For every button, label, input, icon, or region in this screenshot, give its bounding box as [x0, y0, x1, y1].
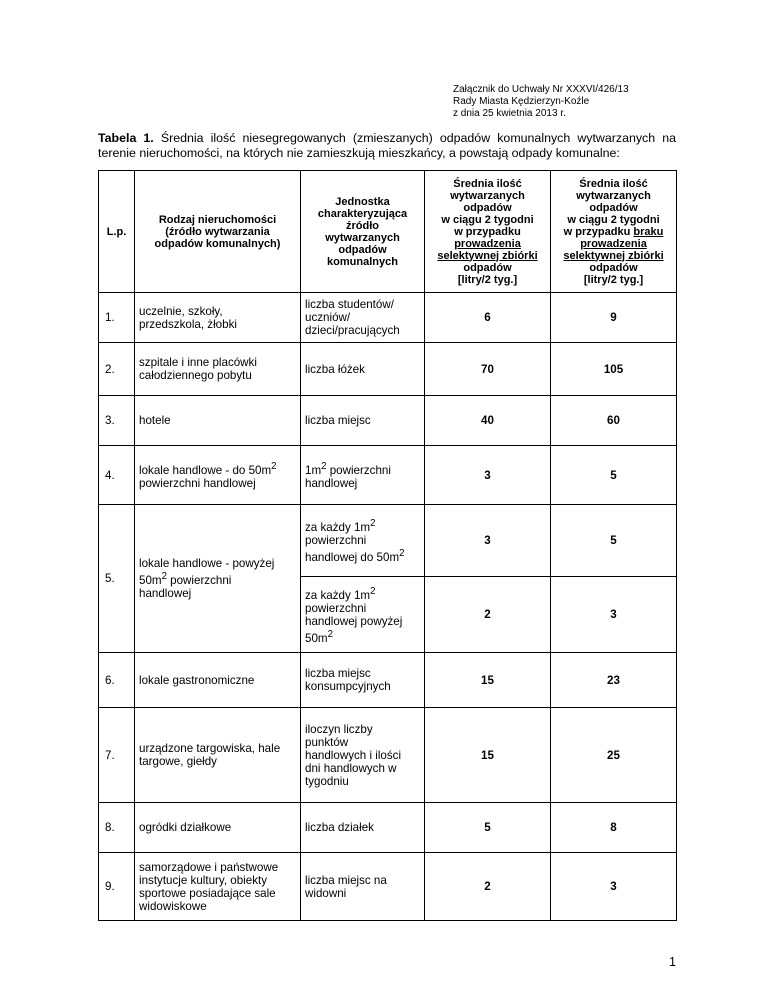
table-row — [99, 505, 677, 577]
header-unit: Jednostka charakteryzująca źródło wytwarzanych odpadów komunalnych — [301, 171, 425, 293]
cell-lp: 1. — [99, 293, 135, 343]
table-row — [99, 293, 677, 343]
cell-non-selective: 9 — [551, 293, 677, 343]
table-row — [99, 803, 677, 853]
cell-selective: 2 — [425, 577, 551, 653]
cell-lp: 8. — [99, 803, 135, 853]
cell-selective: 5 — [425, 803, 551, 853]
cell-non-selective: 3 — [551, 577, 677, 653]
cell-lp: 3. — [99, 396, 135, 446]
cell-type: samorządowe i państwowe instytucje kultury, obiekty sportowe posiadające sale widowiskowe — [135, 853, 301, 921]
cell-non-selective: 5 — [551, 505, 677, 577]
cell-non-selective: 60 — [551, 396, 677, 446]
annex-line: z dnia 25 kwietnia 2013 r. — [453, 108, 566, 119]
cell-non-selective: 25 — [551, 708, 677, 803]
table-row — [99, 396, 677, 446]
cell-selective: 3 — [425, 446, 551, 505]
cell-selective: 15 — [425, 653, 551, 708]
cell-non-selective: 5 — [551, 446, 677, 505]
cell-unit: liczba miejsc konsumpcyjnych — [301, 653, 425, 708]
cell-type: ogródki działkowe — [135, 803, 301, 853]
cell-unit: liczba działek — [301, 803, 425, 853]
cell-lp: 5. — [99, 505, 135, 653]
table-caption: Średnia ilość niesegregowanych (zmieszanych) odpadów komunalnych wytwarzanych na terenie nieruchomości, na których nie zamieszkują mieszkańcy, a powstają odpady komunalne: — [98, 131, 676, 160]
cell-type: lokale handlowe - powyżej $50m^2$ powierzchni handlowej — [135, 505, 301, 653]
cell-lp: 7. — [99, 708, 135, 803]
header-selective: Średnia ilość wytwarzanych odpadów w ciągu 2 tygodni w przypadku prowadzenia selektywnej zbiórki odpadów [litry/2 tyg.] — [425, 171, 551, 293]
cell-unit: liczba studentów/ uczniów/ dzieci/pracujących — [301, 293, 425, 343]
table-row — [99, 653, 677, 708]
annex-note — [453, 84, 629, 120]
cell-unit: za każdy $1m^2$ powierzchni handlowej powyżej $50m^2$ — [301, 577, 425, 653]
waste-table — [98, 170, 677, 921]
cell-unit: liczba miejsc na widowni — [301, 853, 425, 921]
annex-line: Rady Miasta Kędzierzyn-Koźle — [453, 96, 590, 107]
header-non-selective: Średnia ilość wytwarzanych odpadów w ciągu 2 tygodni w przypadku braku prowadzenia selektywnej zbiórki odpadów [litry/2 tyg.] — [551, 171, 677, 293]
cell-unit: $1m^2$ powierzchni handlowej — [301, 446, 425, 505]
header-lp: L.p. — [99, 171, 135, 293]
cell-selective: 15 — [425, 708, 551, 803]
cell-non-selective: 3 — [551, 853, 677, 921]
header-property-type: Rodzaj nieruchomości (źródło wytwarzania odpadów komunalnych) — [135, 171, 301, 293]
cell-type: szpitale i inne placówki całodziennego pobytu — [135, 343, 301, 396]
table-row — [99, 446, 677, 505]
cell-selective: 2 — [425, 853, 551, 921]
cell-non-selective: 23 — [551, 653, 677, 708]
cell-selective: 70 — [425, 343, 551, 396]
table-heading — [98, 131, 676, 161]
cell-type: lokale gastronomiczne — [135, 653, 301, 708]
cell-selective: 40 — [425, 396, 551, 446]
cell-lp: 2. — [99, 343, 135, 396]
page-number: 1 — [669, 955, 676, 969]
cell-type: urządzone targowiska, hale targowe, giełdy — [135, 708, 301, 803]
cell-unit: iloczyn liczby punktów handlowych i ilości dni handlowych w tygodniu — [301, 708, 425, 803]
table-row — [99, 853, 677, 921]
cell-selective: 6 — [425, 293, 551, 343]
cell-unit: za każdy $1m^2$ powierzchni handlowej do $50m^2$ — [301, 505, 425, 577]
table-label: Tabela 1. — [98, 131, 154, 145]
cell-non-selective: 105 — [551, 343, 677, 396]
table-row — [99, 343, 677, 396]
cell-unit: liczba miejsc — [301, 396, 425, 446]
cell-lp: 6. — [99, 653, 135, 708]
table-row — [99, 708, 677, 803]
cell-type: lokale handlowe - do $50m^2$ powierzchni handlowej — [135, 446, 301, 505]
cell-lp: 4. — [99, 446, 135, 505]
cell-type: uczelnie, szkoły, przedszkola, żłobki — [135, 293, 301, 343]
table-header-row — [99, 171, 677, 293]
annex-line: Załącznik do Uchwały Nr XXXVI/426/13 — [453, 84, 629, 95]
cell-type: hotele — [135, 396, 301, 446]
cell-unit: liczba łóżek — [301, 343, 425, 396]
cell-selective: 3 — [425, 505, 551, 577]
cell-non-selective: 8 — [551, 803, 677, 853]
cell-lp: 9. — [99, 853, 135, 921]
